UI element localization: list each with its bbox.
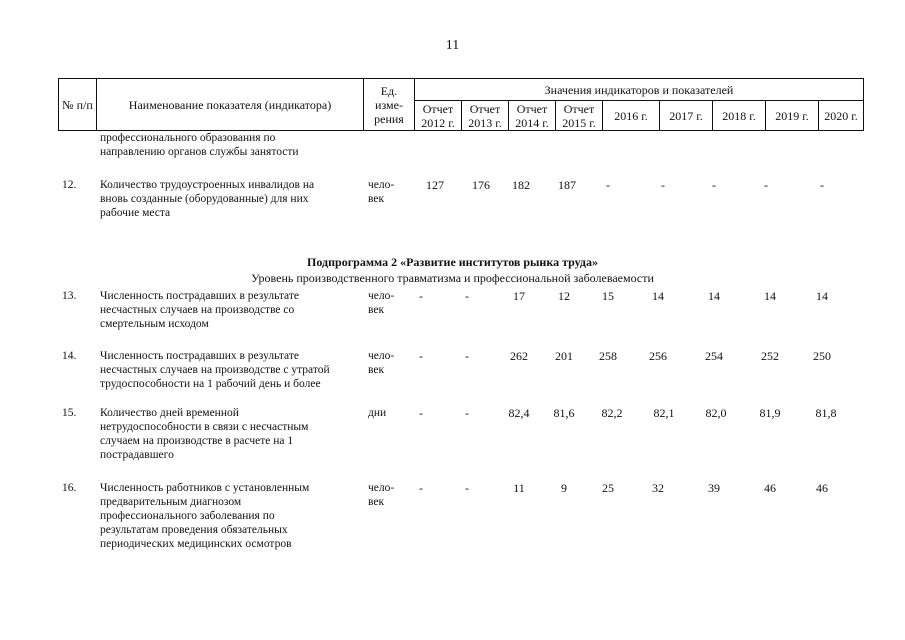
row-13-v2014: 17 xyxy=(513,289,525,303)
header-name-col: Наименование показателя (индикатора) xyxy=(97,79,364,131)
subprogram-title: Подпрограмма 2 «Развитие институтов рынка труда» xyxy=(307,255,598,269)
row-13-v2019: 14 xyxy=(764,289,776,303)
row-15-name: Количество дней временной нетрудоспособности в связи с несчастным случаем на производстве в расчете на 1 пострадавшего xyxy=(100,407,309,461)
table-header xyxy=(58,78,864,131)
row-13-v2013: - xyxy=(465,289,469,303)
row-13-v2012: - xyxy=(419,289,423,303)
row-12-v2014: 182 xyxy=(512,178,530,192)
header-year: 2018 г. xyxy=(713,101,766,131)
row-12-v2012: 127 xyxy=(426,178,444,192)
row-16-v2017: 32 xyxy=(652,481,664,495)
row-15-v2013: - xyxy=(465,406,469,420)
header-values-group: Значения индикаторов и показателей xyxy=(415,79,864,101)
row-14-v2018: 254 xyxy=(705,349,723,363)
row-15-v2020: 81,8 xyxy=(815,406,837,420)
row-13-v2018: 14 xyxy=(708,289,720,303)
row-15-v2012: - xyxy=(419,406,423,420)
row-13-unit: чело- век xyxy=(368,290,395,316)
row-16-v2012: - xyxy=(419,481,423,495)
row-15-v2014: 82,4 xyxy=(508,406,530,420)
row-12-unit: чело- век xyxy=(368,179,395,205)
header-year: Отчет 2012 г. xyxy=(415,101,462,131)
row-14-v2020: 250 xyxy=(813,349,831,363)
row-12-v2013: 176 xyxy=(472,178,490,192)
row-16-v2019: 46 xyxy=(764,481,776,495)
row-14-v2015: 201 xyxy=(555,349,573,363)
row-14-unit: чело- век xyxy=(368,350,395,376)
row-16-v2016: 25 xyxy=(602,481,614,495)
row-14-v2013: - xyxy=(465,349,469,363)
row-13-v2020: 14 xyxy=(816,289,828,303)
header-year: 2016 г. xyxy=(603,101,660,131)
continuation-text: профессионального образования по направлению органов службы занятости xyxy=(100,132,299,158)
row-14-v2019: 252 xyxy=(761,349,779,363)
row-16-v2013: - xyxy=(465,481,469,495)
row-13-v2016: 15 xyxy=(602,289,614,303)
row-16-v2020: 46 xyxy=(816,481,828,495)
row-16-v2014: 11 xyxy=(513,481,525,495)
subprogram-subtitle: Уровень производственного травматизма и профессиональной заболеваемости xyxy=(251,271,654,285)
row-16-name: Численность работников с установленным предварительным диагнозом профессионального заболевания по результатам проведения обязательных периодических медицинских осмотров xyxy=(100,482,310,550)
row-16-v2015: 9 xyxy=(561,481,567,495)
header-num-col: № п/п xyxy=(59,79,97,131)
row-15-unit: дни xyxy=(368,407,387,419)
row-13-v2017: 14 xyxy=(652,289,664,303)
row-14-v2016: 258 xyxy=(599,349,617,363)
row-12-num: 12. xyxy=(62,179,77,191)
row-12-name: Количество трудоустроенных инвалидов на вновь созданные (оборудованные) для них рабочие места xyxy=(100,179,315,219)
header-year: 2020 г. xyxy=(819,101,864,131)
row-16-num: 16. xyxy=(62,482,77,494)
row-14-name: Численность пострадавших в результате несчастных случаев на производстве с утратой трудоспособности на 1 рабочий день и более xyxy=(100,350,330,390)
row-14-num: 14. xyxy=(62,350,77,362)
row-16-v2018: 39 xyxy=(708,481,720,495)
header-unit-col: Ед. изме- рения xyxy=(364,79,415,131)
row-14-v2012: - xyxy=(419,349,423,363)
row-15-v2016: 82,2 xyxy=(601,406,623,420)
row-12-v2019: - xyxy=(764,178,768,192)
row-12-v2015: 187 xyxy=(558,178,576,192)
header-year: Отчет 2015 г. xyxy=(556,101,603,131)
row-12-v2016: - xyxy=(606,178,610,192)
header-year: Отчет 2013 г. xyxy=(462,101,509,131)
row-12-v2020: - xyxy=(820,178,824,192)
row-16-unit: чело- век xyxy=(368,482,395,508)
row-13-v2015: 12 xyxy=(558,289,570,303)
row-15-v2019: 81,9 xyxy=(759,406,781,420)
row-12-v2018: - xyxy=(712,178,716,192)
header-year: 2019 г. xyxy=(766,101,819,131)
page-number: 11 xyxy=(445,38,460,53)
row-14-v2017: 256 xyxy=(649,349,667,363)
row-15-num: 15. xyxy=(62,407,77,419)
row-15-v2015: 81,6 xyxy=(553,406,575,420)
row-15-v2018: 82,0 xyxy=(705,406,727,420)
header-year: 2017 г. xyxy=(660,101,713,131)
row-13-name: Численность пострадавших в результате несчастных случаев на производстве со смертельным исходом xyxy=(100,290,299,330)
row-12-v2017: - xyxy=(661,178,665,192)
row-15-v2017: 82,1 xyxy=(653,406,675,420)
header-year: Отчет 2014 г. xyxy=(509,101,556,131)
row-14-v2014: 262 xyxy=(510,349,528,363)
row-13-num: 13. xyxy=(62,290,77,302)
